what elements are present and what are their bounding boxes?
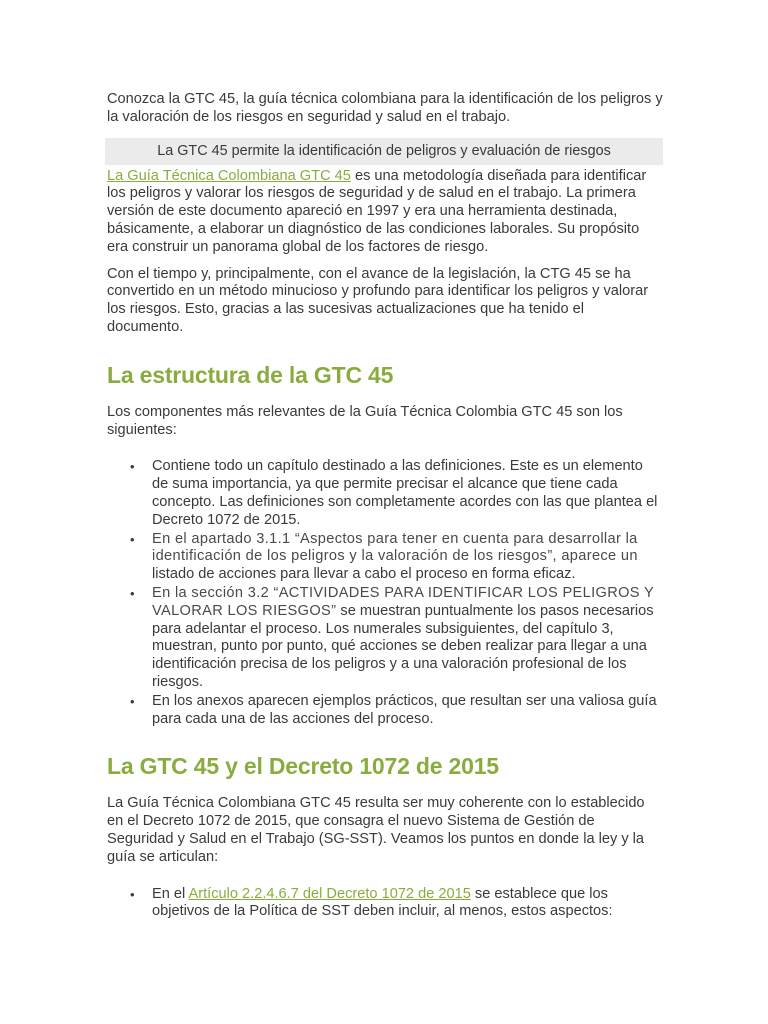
list-item-text: se muestran puntualmente los pasos necesarios para adelantar el proceso. Los numerales subsiguientes, del capítulo 3, muestran, punto por punto, qué acciones se deben realizar para llegar a una identificación precisa de los peligros y a una valoración profesional de los riesgos. [152,602,654,690]
decreto-list [107,886,663,922]
image-caption [105,138,663,165]
list-item-text: Contiene todo un capítulo destinado a las definiciones. Este es un elemento de suma importancia, ya que permite precisar el alcance que tiene cada concepto. Las definiciones son completamente acordes con las que plantea el Decreto 1072 de 2015. [152,458,658,528]
intro-paragraph: Conozca la GTC 45, la guía técnica colombiana para la identificación de los peligros y la valoración de los riesgos en seguridad y salud en el trabajo. [107,91,663,125]
articulo-link[interactable]: Artículo 2.2.4.6.7 del Decreto 1072 de 2015 [188,885,471,902]
section-heading-decreto: La GTC 45 y el Decreto 1072 de 2015 [107,753,499,780]
list-item-prefix: En el [152,885,189,902]
list-item [107,458,663,529]
list-item [107,531,663,584]
paragraph-legislation: Con el tiempo y, principalmente, con el avance de la legislación, la CTG 45 se ha convertido en un método minucioso y profundo para identificar los peligros y valorar los riesgos. Esto, gracias a las sucesivas actualizaciones que ha tenido el documento. [107,265,649,335]
bullet-icon: • [130,886,135,902]
bullet-icon: • [130,693,135,709]
bullet-icon: • [130,585,135,601]
bullet-icon: • [130,531,135,547]
list-item-text: En los anexos aparecen ejemplos prácticos, que resultan ser una valiosa guía para cada una de las acciones del proceso. [152,692,657,727]
section-heading-estructura: La estructura de la GTC 45 [107,361,394,388]
list-item-text: se establece que los objetivos de la Política de SST deben incluir, al menos, estos aspectos: [152,885,613,920]
document-page [107,91,663,922]
list-item [107,886,663,922]
paragraph-text: es una metodología diseñada para identificar los peligros y valorar los riesgos de seguridad y de salud en el trabajo. La primera versión de este documento apareció en 1997 y era una herramienta destinada, básicamente, a elaborar un diagnóstico de las condiciones laborales. Su propósito era construir un panorama global de los factores de riesgo. [107,167,647,255]
list-item [107,585,663,692]
list-item-text: listado de acciones para llevar a cabo el proceso en forma eficaz. [152,566,576,583]
list-item-lead: En el apartado 3.1.1 “Aspectos para tener en cuenta para desarrollar la identificación de los peligros y la valoración de los riesgos”, aparece un [152,530,638,565]
caption-text: La GTC 45 permite la identificación de peligros y evaluación de riesgos [157,143,611,160]
paragraph-gtc45-definition [107,168,663,257]
components-list [107,458,663,728]
bullet-icon: • [130,459,135,475]
list-item [107,693,663,729]
section-intro-estructura: Los componentes más relevantes de la Guía Técnica Colombia GTC 45 son los siguientes: [107,403,623,438]
list-item-lead: En la sección 3.2 “ACTIVIDADES PARA IDENTIFICAR LOS PELIGROS Y VALORAR LOS RIESGOS” [152,584,654,619]
gtc45-link[interactable]: La Guía Técnica Colombiana GTC 45 [107,167,351,184]
section-intro-decreto: La Guía Técnica Colombiana GTC 45 resulta ser muy coherente con lo establecido en el Decreto 1072 de 2015, que consagra el nuevo Sistema de Gestión de Seguridad y Salud en el Trabajo (SG-SST). Veamos los puntos en donde la ley y la guía se articulan: [107,795,645,865]
